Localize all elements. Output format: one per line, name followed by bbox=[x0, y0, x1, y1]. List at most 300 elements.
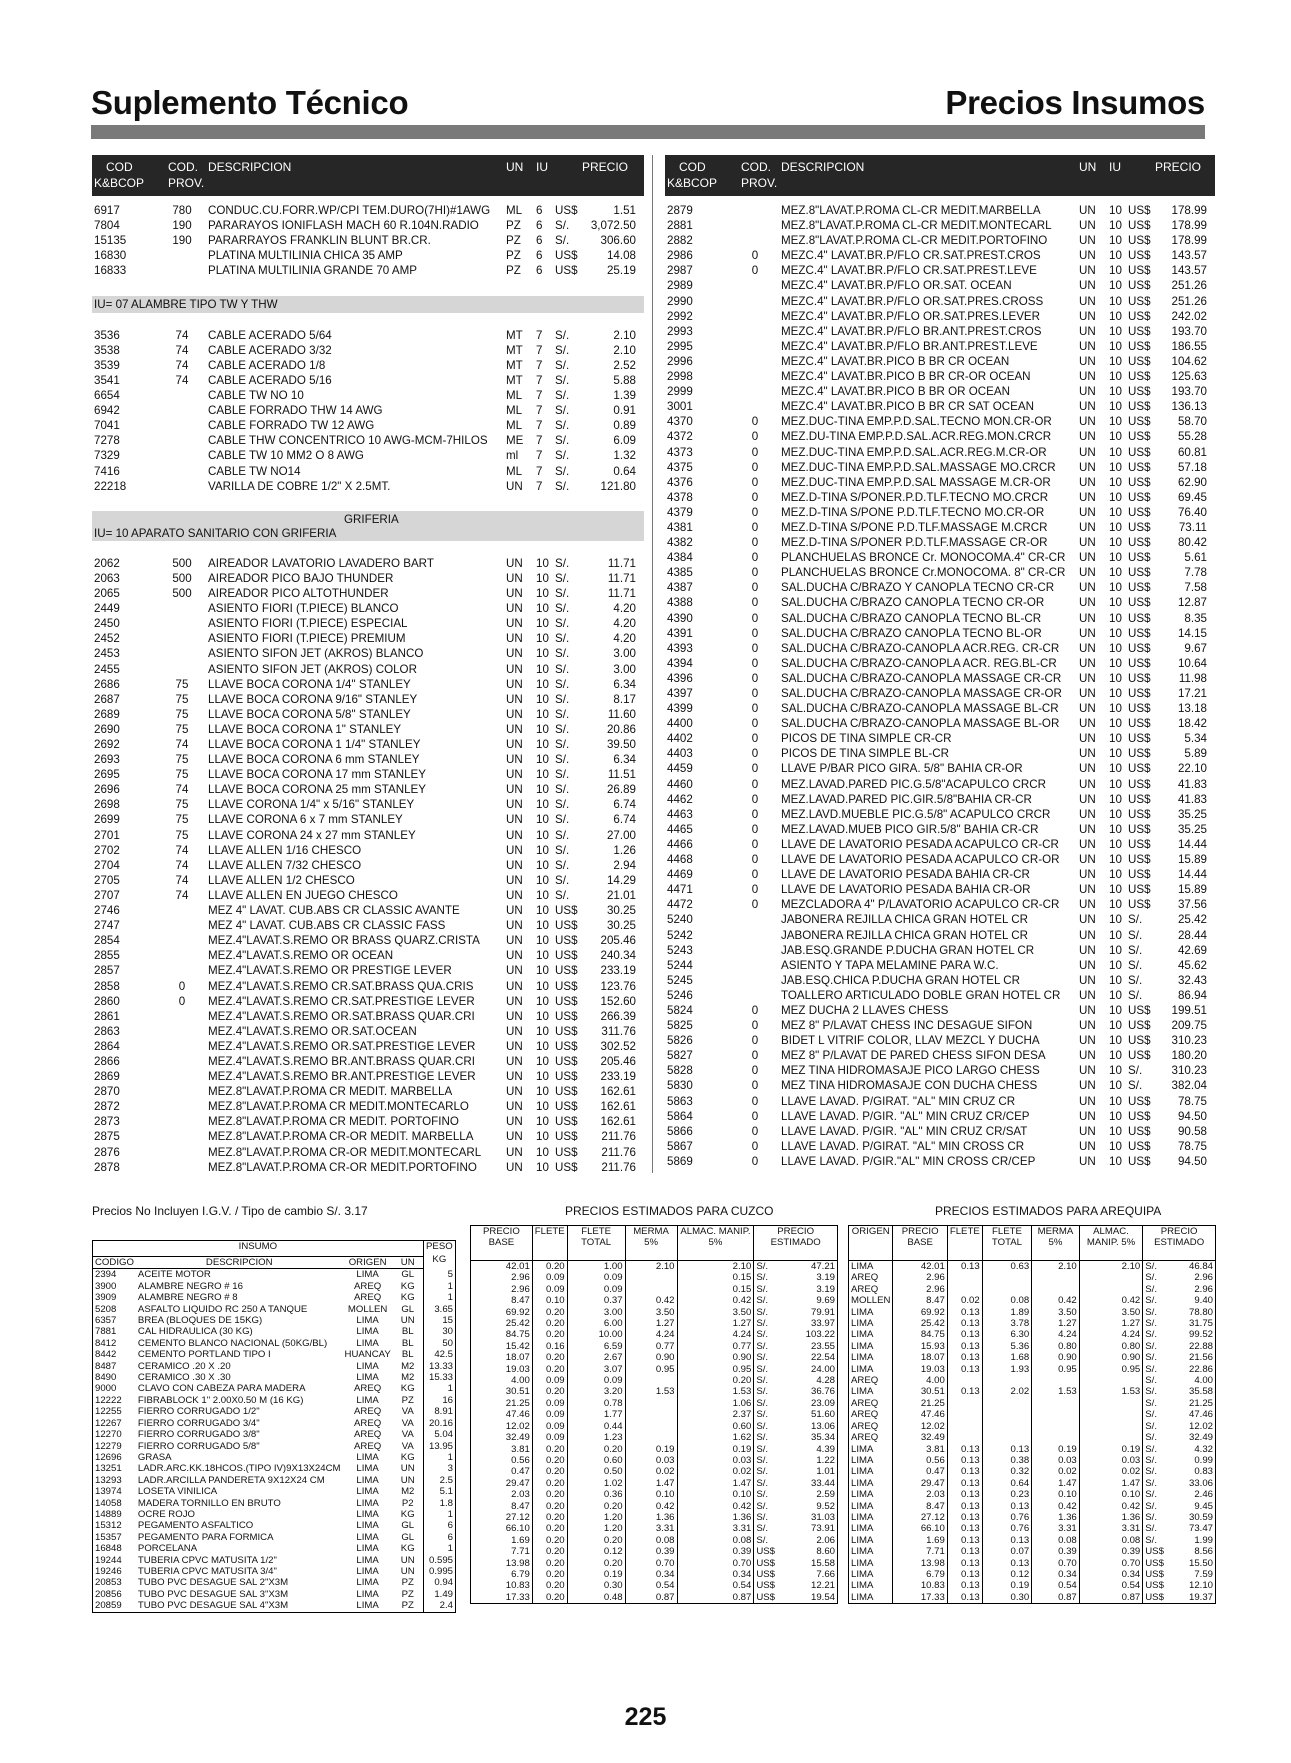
insumo-unit: M2 bbox=[401, 1372, 415, 1384]
item-code: 16830 bbox=[94, 249, 127, 263]
table-cell: 0.77 bbox=[625, 1341, 677, 1352]
item-currency: S/. bbox=[555, 449, 570, 463]
table-cell bbox=[625, 1421, 677, 1432]
item-price: 152.60 bbox=[600, 994, 636, 1008]
item-iu: 10 bbox=[1109, 656, 1122, 670]
table-cell: 2.10 bbox=[1079, 1261, 1143, 1273]
table-cell: 0.80 bbox=[1032, 1341, 1080, 1352]
table-cell: 0.10 bbox=[532, 1295, 567, 1306]
table-cell: 0.10 bbox=[625, 1489, 677, 1500]
item-currency: US$ bbox=[555, 904, 578, 918]
table-row bbox=[849, 1261, 1216, 1273]
table-cell: 0.03 bbox=[1079, 1455, 1143, 1466]
table-cell: 22.86 bbox=[1175, 1364, 1215, 1375]
table-cell bbox=[1032, 1398, 1080, 1409]
item-price: 6.74 bbox=[613, 813, 636, 827]
item-description: MEZ TINA HIDROMASAJE PICO LARGO CHESS bbox=[781, 1064, 1040, 1078]
prov-code: 0 bbox=[751, 430, 759, 444]
section-heading bbox=[92, 511, 644, 541]
table-cell: 3.50 bbox=[625, 1307, 677, 1318]
item-iu: 10 bbox=[536, 1100, 549, 1114]
item-description: MEZC.4" LAVAT.BR.P/FLO BR.ANT.PREST.LEVE bbox=[781, 339, 1038, 353]
table-cell: 0.02 bbox=[1032, 1466, 1080, 1477]
table-cell: 1.99 bbox=[1175, 1535, 1215, 1546]
item-price: 123.76 bbox=[600, 979, 636, 993]
insumo-weight: 13.33 bbox=[423, 1361, 455, 1372]
table-row bbox=[849, 1478, 1216, 1489]
table-cell: 0.02 bbox=[677, 1466, 754, 1477]
table-cell: S/. bbox=[754, 1409, 788, 1420]
item-price: 28.44 bbox=[1177, 928, 1207, 942]
table-cell: LIMA bbox=[849, 1364, 893, 1375]
item-description: MEZ.8"LAVAT.P.ROMA CR MEDIT.MONTECARLO bbox=[208, 1100, 469, 1114]
item-iu: 10 bbox=[1109, 339, 1122, 353]
table-row bbox=[93, 1406, 456, 1417]
table-cell: 6.79 bbox=[471, 1569, 533, 1580]
table-cell: 1.89 bbox=[982, 1307, 1031, 1318]
table-cell: S/. bbox=[754, 1364, 788, 1375]
prov-code: 0 bbox=[751, 717, 759, 731]
item-currency: US$ bbox=[1128, 596, 1151, 610]
item-unit: UN bbox=[1079, 928, 1096, 942]
item-description: PLATINA MULTILINIA CHICA 35 AMP bbox=[208, 249, 403, 263]
table-cell: 0.12 bbox=[982, 1569, 1031, 1580]
insumo-description: TUBERIA CPVC MATUSITA 1/2" bbox=[137, 1554, 277, 1566]
item-iu: 10 bbox=[536, 707, 549, 721]
item-iu: 10 bbox=[536, 768, 549, 782]
item-iu: 10 bbox=[1109, 641, 1122, 655]
table-cell: 0.13 bbox=[947, 1523, 982, 1534]
table-cell: LIMA bbox=[849, 1546, 893, 1557]
item-description: LLAVE DE LAVATORIO PESADA ACAPULCO CR-CR bbox=[781, 837, 1059, 851]
table-cell: 69.92 bbox=[471, 1307, 533, 1318]
item-iu: 10 bbox=[1109, 566, 1122, 580]
prov-code: 74 bbox=[175, 843, 189, 857]
prov-code: 780 bbox=[172, 204, 192, 217]
prov-code: 0 bbox=[751, 822, 759, 836]
item-code: 5244 bbox=[667, 958, 693, 972]
section-title: GRIFERIA bbox=[344, 512, 399, 526]
prov-code: 75 bbox=[175, 677, 189, 691]
table-cell: 18.07 bbox=[471, 1352, 533, 1363]
item-currency: US$ bbox=[1128, 339, 1151, 353]
item-currency: S/. bbox=[1128, 973, 1143, 987]
item-description: PARARRAYOS FRANKLIN BLUNT BR.CR. bbox=[208, 234, 431, 248]
table-row bbox=[92, 263, 644, 278]
item-description: CABLE ACERADO 5/64 bbox=[208, 328, 332, 342]
prov-code: 74 bbox=[175, 888, 189, 902]
item-code: 2855 bbox=[94, 949, 120, 963]
table-cell: 2.03 bbox=[471, 1489, 533, 1500]
item-currency: US$ bbox=[555, 1115, 578, 1129]
item-currency: US$ bbox=[1128, 445, 1151, 459]
insumo-weight: 1 bbox=[423, 1543, 455, 1554]
item-code: 4472 bbox=[667, 898, 693, 912]
table-cell: 73.91 bbox=[788, 1523, 838, 1534]
header-kbcop: K&BCOP bbox=[94, 176, 145, 190]
item-unit: UN bbox=[1079, 792, 1096, 806]
item-unit: UN bbox=[1079, 385, 1096, 399]
column-header: FLETE bbox=[532, 1226, 567, 1261]
item-code: 4372 bbox=[667, 430, 693, 444]
item-code: 2746 bbox=[94, 904, 120, 918]
item-description: SAL.DUCHA C/BRAZO CANOPLA TECNO BL-OR bbox=[781, 626, 1042, 640]
table-cell: S/. bbox=[1143, 1329, 1176, 1340]
table-cell: 0.20 bbox=[532, 1261, 567, 1273]
item-currency: S/. bbox=[555, 753, 570, 767]
item-unit: UN bbox=[1079, 1019, 1096, 1033]
item-code: 5866 bbox=[667, 1124, 693, 1138]
prov-code: 500 bbox=[172, 571, 192, 585]
item-code: 2876 bbox=[94, 1145, 120, 1159]
item-description: MEZ.LAVAD.PARED PIC.G.5/8"ACAPULCO CRCR bbox=[781, 777, 1047, 791]
item-code: 2873 bbox=[94, 1115, 120, 1129]
table-cell: 0.60 bbox=[567, 1455, 625, 1466]
item-code: 2992 bbox=[667, 309, 693, 323]
item-iu: 10 bbox=[1109, 354, 1122, 368]
prov-code: 0 bbox=[751, 1124, 759, 1138]
table-cell: 13.98 bbox=[893, 1558, 947, 1569]
item-description: MEZ.8"LAVAT.P.ROMA CL-CR MEDIT.PORTOFINO bbox=[781, 234, 1048, 248]
item-code: 2989 bbox=[667, 279, 693, 293]
item-unit: UN bbox=[1079, 520, 1096, 534]
item-price: 5.89 bbox=[1184, 747, 1207, 761]
table-cell: 19.37 bbox=[1175, 1592, 1215, 1604]
prov-code: 0 bbox=[751, 671, 759, 685]
table-cell: 0.13 bbox=[947, 1329, 982, 1340]
item-unit: UN bbox=[506, 888, 523, 902]
item-currency: US$ bbox=[1128, 370, 1151, 384]
table-cell: 3.20 bbox=[567, 1386, 625, 1397]
item-description: SAL.DUCHA C/BRAZO CANOPLA TECNO BL-CR bbox=[781, 611, 1042, 625]
item-description: ASIENTO FIORI (T.PIECE) PREMIUM bbox=[208, 632, 406, 646]
item-unit: UN bbox=[1079, 566, 1096, 580]
prov-code: 74 bbox=[175, 783, 189, 797]
item-price: 251.26 bbox=[1171, 279, 1207, 293]
column-header: ORIGEN bbox=[849, 1226, 893, 1261]
page-number: 225 bbox=[624, 1703, 667, 1731]
item-price: 41.83 bbox=[1177, 792, 1207, 806]
item-code: 5245 bbox=[667, 973, 693, 987]
table-cell: 0.19 bbox=[677, 1444, 754, 1455]
table-cell: LIMA bbox=[849, 1569, 893, 1580]
item-description: MEZ 8" P/LAVAT DE PARED CHESS SIFON DESA bbox=[781, 1049, 1046, 1063]
table-cell: 47.46 bbox=[1175, 1409, 1215, 1420]
item-currency: US$ bbox=[1128, 611, 1151, 625]
table-cell: 0.39 bbox=[1032, 1546, 1080, 1557]
item-description: TOALLERO ARTICULADO DOBLE GRAN HOTEL CR bbox=[781, 988, 1061, 1002]
item-description: JAB.ESQ.CHICA P.DUCHA GRAN HOTEL CR bbox=[781, 973, 1021, 987]
item-unit: UN bbox=[1079, 641, 1096, 655]
item-unit: UN bbox=[1079, 943, 1096, 957]
table-cell: 99.52 bbox=[1175, 1329, 1215, 1340]
item-price: 45.62 bbox=[1177, 958, 1207, 972]
table-cell: 0.13 bbox=[947, 1558, 982, 1569]
item-price: 11.98 bbox=[1178, 671, 1207, 685]
item-unit: UN bbox=[506, 1054, 523, 1068]
item-description: LLAVE LAVAD. P/GIR."AL" MIN CROSS CR/CEP bbox=[781, 1154, 1036, 1168]
table-cell: 1.00 bbox=[567, 1261, 625, 1273]
prov-code: 0 bbox=[751, 792, 759, 806]
item-code: 2689 bbox=[94, 707, 120, 721]
item-price: 2.52 bbox=[613, 358, 636, 372]
table-cell bbox=[1079, 1409, 1143, 1420]
header-codprov: COD. bbox=[168, 160, 198, 174]
item-iu: 10 bbox=[1109, 1139, 1122, 1153]
item-description: CONDUC.CU.FORR.WP/CPI TEM.DURO(7HI)#1AWG bbox=[208, 204, 491, 217]
item-currency: US$ bbox=[555, 1130, 578, 1144]
table-cell: 2.96 bbox=[1175, 1284, 1215, 1295]
table-cell: S/. bbox=[1143, 1523, 1176, 1534]
item-unit: UN bbox=[506, 632, 523, 646]
item-iu: 10 bbox=[1109, 883, 1122, 897]
insumo-origin: LIMA bbox=[356, 1508, 379, 1520]
table-cell: 0.20 bbox=[532, 1444, 567, 1455]
table-cell: 0.20 bbox=[532, 1307, 567, 1318]
item-code: 7329 bbox=[94, 449, 120, 463]
item-iu: 10 bbox=[1109, 536, 1122, 550]
item-description: MEZ.DUC-TINA EMP.P.D.SAL.MASSAGE MO.CRCR bbox=[781, 460, 1056, 474]
item-iu: 10 bbox=[536, 1054, 549, 1068]
insumo-weight: 13.95 bbox=[423, 1441, 455, 1452]
prov-code: 0 bbox=[751, 460, 759, 474]
item-unit: UN bbox=[1079, 400, 1096, 414]
table-cell: LIMA bbox=[849, 1261, 893, 1273]
item-currency: S/. bbox=[555, 813, 570, 827]
table-cell: 0.30 bbox=[982, 1592, 1031, 1604]
item-iu: 10 bbox=[536, 1009, 549, 1023]
table-cell: 3.50 bbox=[1032, 1307, 1080, 1318]
item-price: 162.61 bbox=[600, 1115, 636, 1129]
page-title: Suplemento Técnico bbox=[91, 84, 409, 121]
table-cell: 0.07 bbox=[982, 1546, 1031, 1557]
item-currency: S/. bbox=[1128, 943, 1143, 957]
prov-code: 0 bbox=[751, 1049, 759, 1063]
item-code: 2702 bbox=[94, 843, 120, 857]
item-unit: UN bbox=[506, 843, 523, 857]
item-code: 5867 bbox=[667, 1139, 693, 1153]
item-currency: US$ bbox=[1128, 1109, 1151, 1123]
table-cell: 18.07 bbox=[893, 1352, 947, 1363]
table-row bbox=[471, 1364, 838, 1375]
table-cell: 1.53 bbox=[677, 1386, 754, 1397]
item-price: 14.44 bbox=[1177, 868, 1207, 882]
table-cell: 1.27 bbox=[677, 1318, 754, 1329]
table-cell: LIMA bbox=[849, 1523, 893, 1534]
table-cell: AREQ bbox=[849, 1375, 893, 1386]
table-cell bbox=[1079, 1421, 1143, 1432]
item-currency: US$ bbox=[1128, 717, 1151, 731]
item-iu: 10 bbox=[536, 587, 549, 601]
table-cell: 4.24 bbox=[677, 1329, 754, 1340]
item-code: 2858 bbox=[94, 979, 120, 993]
item-code: 2455 bbox=[94, 662, 120, 676]
table-row bbox=[92, 448, 644, 463]
prov-code: 75 bbox=[175, 813, 189, 827]
table-cell: 0.20 bbox=[677, 1375, 754, 1386]
table-row bbox=[92, 248, 644, 263]
insumo-weight: 30 bbox=[423, 1326, 455, 1337]
insumo-unit: VA bbox=[401, 1417, 414, 1429]
table-cell: S/. bbox=[1143, 1375, 1176, 1386]
prov-code: 75 bbox=[175, 692, 189, 706]
item-currency: US$ bbox=[1128, 641, 1151, 655]
table-cell: 103.22 bbox=[788, 1329, 838, 1340]
item-currency: US$ bbox=[1128, 1049, 1151, 1063]
table-cell: 21.25 bbox=[1175, 1398, 1215, 1409]
insumo-origin: LIMA bbox=[356, 1474, 379, 1486]
table-row bbox=[665, 445, 1215, 460]
insumo-description: TUBERIA CPVC MATUSITA 3/4" bbox=[137, 1565, 277, 1577]
item-currency: S/. bbox=[555, 798, 570, 812]
item-description: LLAVE LAVAD. P/GIR. "AL" MIN CRUZ CR/CEP bbox=[781, 1109, 1030, 1123]
table-cell: 0.19 bbox=[1032, 1444, 1080, 1455]
insumo-weight: 1 bbox=[423, 1509, 455, 1520]
table-cell: S/. bbox=[754, 1421, 788, 1432]
item-iu: 10 bbox=[1109, 928, 1122, 942]
item-code: 3001 bbox=[667, 400, 693, 414]
item-iu: 10 bbox=[1109, 370, 1122, 384]
table-cell: LIMA bbox=[849, 1386, 893, 1397]
table-row bbox=[849, 1409, 1216, 1420]
table-cell: US$ bbox=[1143, 1558, 1176, 1569]
item-price: 209.75 bbox=[1171, 1019, 1207, 1033]
item-unit: UN bbox=[1079, 370, 1096, 384]
item-price: 10.64 bbox=[1177, 656, 1207, 670]
table-row bbox=[849, 1386, 1216, 1397]
table-row bbox=[92, 433, 644, 448]
table-row bbox=[665, 671, 1215, 686]
table-row bbox=[93, 1509, 456, 1520]
insumo-description: TUBO PVC DESAGUE SAL 3"X3M bbox=[137, 1588, 289, 1600]
item-description: MEZ.4"LAVAT.S.REMO OR PRESTIGE LEVER bbox=[208, 964, 452, 978]
item-description: PLATINA MULTILINIA GRANDE 70 AMP bbox=[208, 264, 417, 278]
item-code: 4382 bbox=[667, 536, 693, 550]
table-row bbox=[92, 218, 644, 233]
table-cell: 0.03 bbox=[677, 1455, 754, 1466]
prov-code: 74 bbox=[175, 858, 189, 872]
table-row bbox=[471, 1592, 838, 1604]
table-cell: AREQ bbox=[849, 1432, 893, 1443]
item-description: MEZ 8" P/LAVAT CHESS INC DESAGUE SIFON bbox=[781, 1019, 1033, 1033]
item-unit: UN bbox=[506, 949, 523, 963]
table-cell: 0.20 bbox=[532, 1352, 567, 1363]
insumo-description: LADR.ARC.KK.18HCOS.(TIPO IV)9X13X24CM bbox=[137, 1463, 341, 1475]
item-unit: UN bbox=[506, 904, 523, 918]
table-row bbox=[849, 1592, 1216, 1604]
header-prov: PROV. bbox=[168, 176, 205, 190]
table-cell bbox=[1032, 1421, 1080, 1432]
insumo-description: LADR.ARCILLA PANDERETA 9X12X24 CM bbox=[137, 1474, 325, 1486]
item-iu: 10 bbox=[536, 602, 549, 616]
table-cell: 0.13 bbox=[947, 1341, 982, 1352]
item-description: MEZC.4" LAVAT.BR.P/FLO OR.SAT. OCEAN bbox=[781, 279, 1012, 293]
table-cell: 4.00 bbox=[471, 1375, 533, 1386]
price-list-right bbox=[665, 155, 1215, 1169]
item-iu: 10 bbox=[1109, 234, 1122, 248]
item-price: 8.35 bbox=[1184, 611, 1207, 625]
item-price: 26.89 bbox=[606, 783, 636, 797]
table-cell: 0.13 bbox=[947, 1580, 982, 1591]
column-header: PRECIO BASE bbox=[893, 1226, 947, 1261]
table-row bbox=[665, 1124, 1215, 1139]
item-currency: US$ bbox=[1128, 1094, 1151, 1108]
item-code: 4388 bbox=[667, 596, 693, 610]
table-cell: S/. bbox=[754, 1398, 788, 1409]
table-row bbox=[471, 1501, 838, 1512]
item-iu: 10 bbox=[536, 677, 549, 691]
item-code: 2452 bbox=[94, 632, 120, 646]
table-row bbox=[92, 418, 644, 433]
insumo-unit: M2 bbox=[401, 1486, 415, 1498]
table-cell: 0.08 bbox=[677, 1535, 754, 1546]
item-iu: 10 bbox=[536, 556, 549, 570]
table-cell: 32.49 bbox=[893, 1432, 947, 1443]
item-code: 2695 bbox=[94, 768, 120, 782]
item-price: 1.26 bbox=[613, 843, 636, 857]
table-row bbox=[92, 616, 644, 631]
item-description: MEZ.8"LAVAT.P.ROMA CR MEDIT. MARBELLA bbox=[208, 1085, 453, 1099]
table-cell bbox=[1032, 1375, 1080, 1386]
table-row bbox=[471, 1386, 838, 1397]
insumo-unit: VA bbox=[401, 1406, 414, 1418]
item-iu: 10 bbox=[1109, 400, 1122, 414]
insumo-unit: KG bbox=[400, 1383, 415, 1395]
item-iu: 7 bbox=[536, 404, 543, 418]
table-row bbox=[93, 1452, 456, 1463]
table-cell: 0.20 bbox=[567, 1558, 625, 1569]
column-header: ALMAC. MANIP. 5% bbox=[1079, 1226, 1143, 1261]
table-cell: 1.77 bbox=[567, 1409, 625, 1420]
item-iu: 10 bbox=[1109, 958, 1122, 972]
prov-code: 190 bbox=[172, 234, 192, 248]
item-currency: US$ bbox=[1128, 249, 1151, 263]
item-description: PICOS DE TINA SIMPLE BL-CR bbox=[781, 747, 949, 761]
item-code: 2854 bbox=[94, 934, 120, 948]
item-iu: 10 bbox=[1109, 1034, 1122, 1048]
igv-note: Precios No Incluyen I.G.V. / Tipo de cambio S/. 3.17 bbox=[92, 1204, 368, 1218]
item-price: 62.90 bbox=[1177, 475, 1207, 489]
table-cell: US$ bbox=[1143, 1546, 1176, 1557]
table-cell: 0.13 bbox=[947, 1352, 982, 1363]
item-description: ASIENTO FIORI (T.PIECE) ESPECIAL bbox=[208, 617, 408, 631]
item-currency: US$ bbox=[555, 1160, 578, 1174]
item-description: MEZ.4"LAVAT.S.REMO OR.SAT.OCEAN bbox=[208, 1024, 417, 1038]
item-price: 193.70 bbox=[1171, 324, 1207, 338]
insumo-code: 2394 bbox=[93, 1269, 136, 1281]
table-row bbox=[665, 1033, 1215, 1048]
table-row bbox=[471, 1523, 838, 1534]
table-cell: AREQ bbox=[849, 1284, 893, 1295]
table-row bbox=[92, 677, 644, 692]
table-cell: 0.13 bbox=[947, 1535, 982, 1546]
insumo-description: CLAVO CON CABEZA PARA MADERA bbox=[137, 1383, 306, 1395]
item-unit: UN bbox=[1079, 536, 1096, 550]
table-cell bbox=[625, 1272, 677, 1283]
table-cell: 0.02 bbox=[947, 1295, 982, 1306]
table-row bbox=[92, 1114, 644, 1129]
table-cell: S/. bbox=[754, 1375, 788, 1386]
item-description: VARILLA DE COBRE 1/2" X 2.5MT. bbox=[208, 479, 391, 493]
table-cell: 0.42 bbox=[1032, 1295, 1080, 1306]
table-cell: 0.20 bbox=[532, 1386, 567, 1397]
codigo-head: CODIGO bbox=[93, 1257, 136, 1269]
item-unit: UN bbox=[1079, 354, 1096, 368]
insumo-description: CEMENTO PORTLAND TIPO I bbox=[137, 1349, 271, 1361]
table-cell: S/. bbox=[1143, 1272, 1176, 1283]
table-row bbox=[665, 958, 1215, 973]
insumo-code: 12255 bbox=[93, 1406, 136, 1417]
